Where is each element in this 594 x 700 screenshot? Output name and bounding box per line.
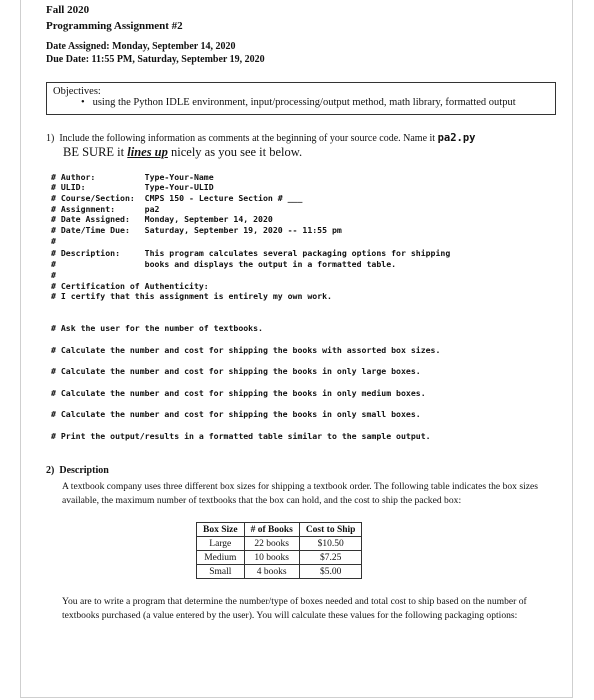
table-row	[197, 565, 362, 579]
table-row	[197, 551, 362, 565]
section2-para2: You are to write a program that determine the number/type of boxes needed and total cost to ship based on the number of textbooks purchased (a value entered by the user). You will calculate these values for the following packaging options:	[62, 596, 527, 621]
table-header-row	[197, 523, 362, 537]
objectives-bullet-text: using the Python IDLE environment, input/processing/output method, math library, formatted output	[92, 97, 516, 108]
objectives-label: Objectives:	[53, 86, 101, 97]
table-header: Cost to Ship	[299, 523, 362, 537]
section1-line2	[63, 145, 302, 160]
pseudo-step: # Calculate the number and cost for shipping the books in only large boxes.	[51, 366, 421, 376]
section2-heading	[46, 465, 109, 476]
table-cell: 10 books	[244, 551, 299, 565]
comment-line: # Author: Type-Your-Name	[51, 172, 214, 182]
objectives-bullet	[81, 97, 549, 108]
table-cell: 4 books	[244, 565, 299, 579]
comment-line: # books and displays the output in a formatted table.	[51, 259, 397, 269]
line2-pre: BE SURE it	[63, 145, 128, 159]
section1-line1	[46, 132, 476, 144]
table-row	[197, 537, 362, 551]
comment-line: # Assignment: pa2	[51, 204, 160, 214]
section2-title: Description	[59, 465, 109, 476]
pseudo-step: # Calculate the number and cost for shipping the books with assorted box sizes.	[51, 345, 441, 355]
table-cell: $10.50	[299, 537, 362, 551]
line2-emphasis: lines up	[127, 145, 168, 159]
section1-text: Include the following information as comments at the beginning of your source code. Name it	[59, 133, 438, 144]
table-header: Box Size	[197, 523, 245, 537]
table-cell: $7.25	[299, 551, 362, 565]
section1-filename: pa2.py	[437, 132, 476, 144]
section1-number: 1)	[46, 133, 55, 144]
date-assigned: Date Assigned: Monday, September 14, 2020	[46, 41, 236, 52]
comment-line: #	[51, 270, 56, 280]
comment-line: # I certify that this assignment is entirely my own work.	[51, 291, 332, 301]
objectives-box	[46, 82, 556, 115]
pseudo-step: # Ask the user for the number of textbooks.	[51, 323, 263, 333]
comment-line: # Date/Time Due: Saturday, September 19, 2020 -- 11:55 pm	[51, 225, 342, 235]
pseudo-step: # Calculate the number and cost for shipping the books in only medium boxes.	[51, 388, 426, 398]
table-cell: 22 books	[244, 537, 299, 551]
table-cell: Large	[197, 537, 245, 551]
bullet-icon: •	[81, 97, 93, 108]
comment-line: # Description: This program calculates several packaging options for shipping	[51, 248, 451, 258]
table-cell: Small	[197, 565, 245, 579]
term: Fall 2020	[46, 4, 90, 16]
pseudo-step: # Print the output/results in a formatted table similar to the sample output.	[51, 431, 431, 441]
section2-number: 2)	[46, 465, 55, 476]
comment-line: # Course/Section: CMPS 150 - Lecture Section # ___	[51, 193, 303, 203]
section2-para1: A textbook company uses three different box sizes for shipping a textbook order. The following table indicates the box sizes available, the maximum number of textbooks that the box can hold, and the cost to ship the packed box:	[62, 481, 539, 506]
comment-line: #	[51, 236, 56, 246]
due-date: Due Date: 11:55 PM, Saturday, September 19, 2020	[46, 54, 265, 65]
assignment-title: Programming Assignment #2	[46, 20, 183, 32]
comment-line: # Certification of Authenticity:	[51, 281, 209, 291]
box-size-table	[196, 522, 362, 579]
comment-line: # Date Assigned: Monday, September 14, 2020	[51, 214, 273, 224]
comment-line: # ULID: Type-Your-ULID	[51, 182, 214, 192]
line2-post: nicely as you see it below.	[167, 145, 303, 159]
table-cell: Medium	[197, 551, 245, 565]
table-header: # of Books	[244, 523, 299, 537]
table-cell: $5.00	[299, 565, 362, 579]
pseudo-step: # Calculate the number and cost for shipping the books in only small boxes.	[51, 409, 421, 419]
